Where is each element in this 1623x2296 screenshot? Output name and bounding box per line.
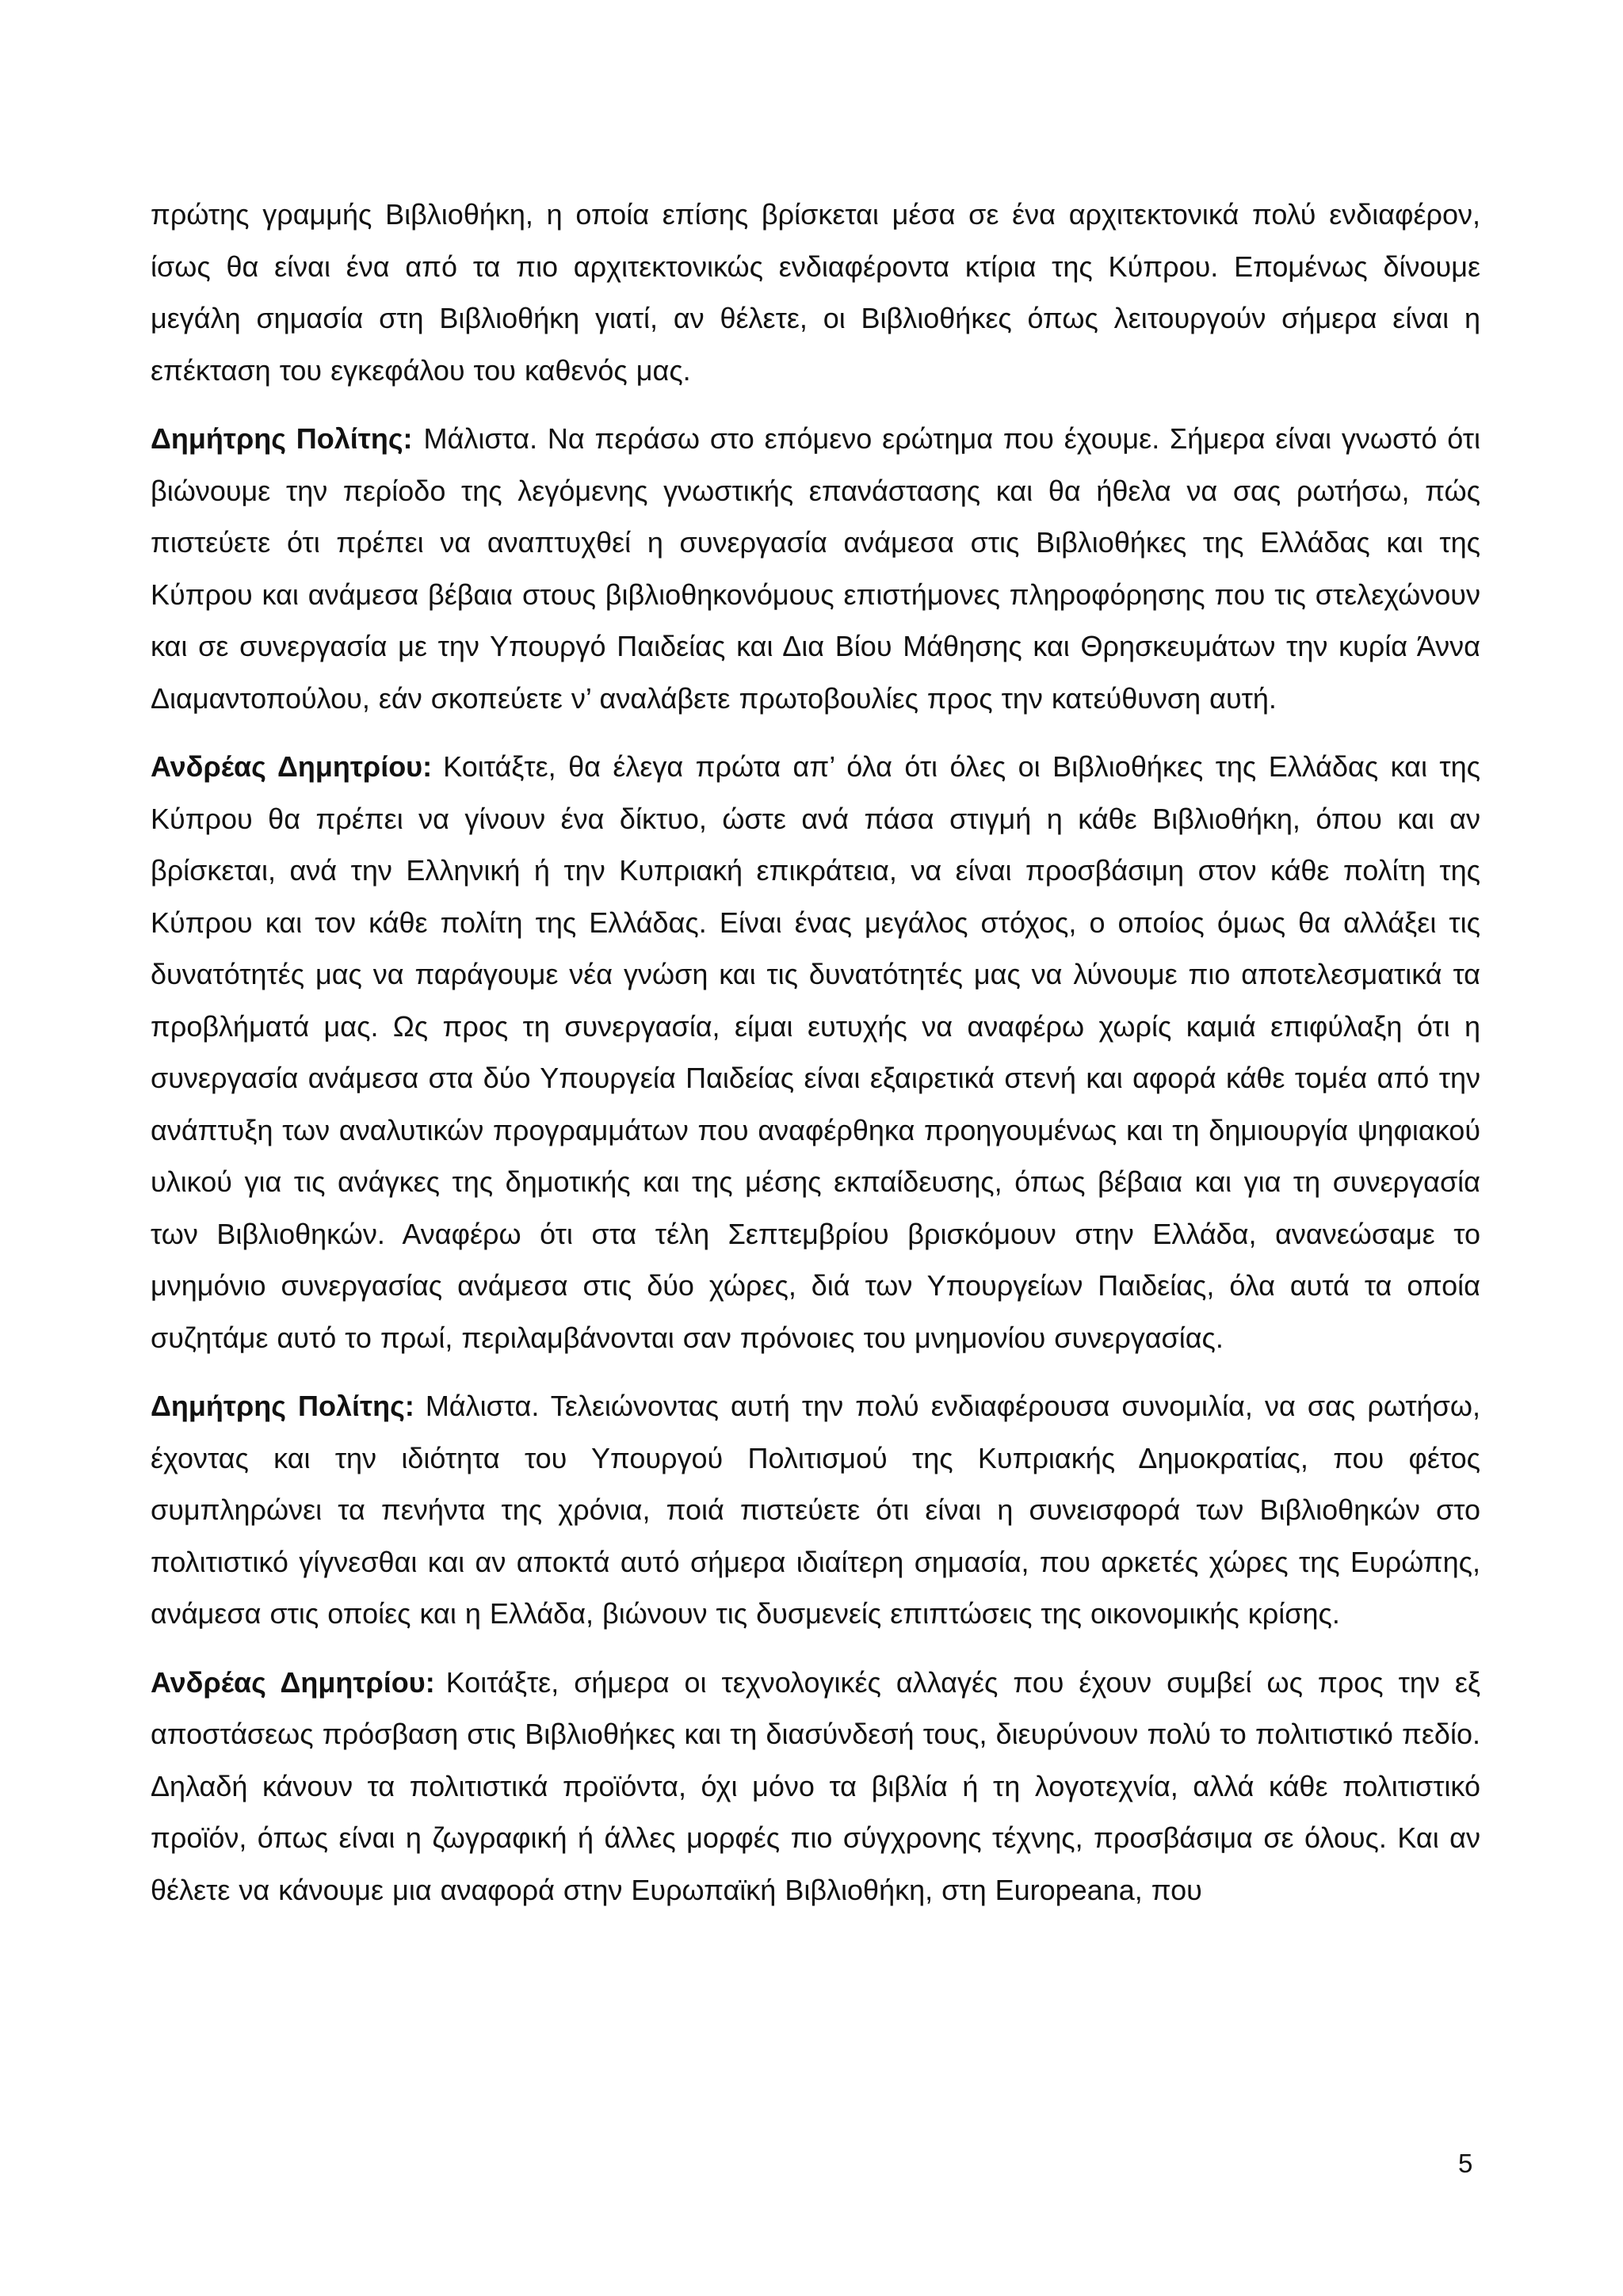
page-number: 5 <box>1458 2149 1473 2178</box>
paragraph-text: πρώτης γραμμής Βιβλιοθήκη, η οποία επίσης βρίσκεται μέσα σε ένα αρχιτεκτονικά πολύ ενδιαφέρον, ίσως θα είναι ένα από τα πιο αρχιτεκτονικώς ενδιαφέροντα κτίρια της Κύπρου. Επομένως δίνουμε μεγάλη σημασία στη Βιβλιοθήκη γιατί, αν θέλετε, οι Βιβλιοθήκες όπως λειτουργούν σήμερα είναι η επέκταση του εγκεφάλου του καθενός μας. <box>151 198 1480 387</box>
paragraph-1 <box>151 189 1480 396</box>
speaker-name: Ανδρέας Δημητρίου: <box>151 1665 435 1699</box>
paragraph-text: Μάλιστα. Να περάσω στο επόμενο ερώτημα που έχουμε. Σήμερα είναι γνωστό ότι βιώνουμε την περίοδο της λεγόμενης γνωστικής επανάστασης και θα ήθελα να σας ρωτήσω, πώς πιστεύετε ότι πρέπει να αναπτυχθεί η συνεργασία ανάμεσα στις Βιβλιοθήκες της Ελλάδας και της Κύπρου και ανάμεσα βέβαια στους βιβλιοθηκονόμους επιστήμονες πληροφόρησης που τις στελεχώνουν και σε συνεργασία με την Υπουργό Παιδείας και Δια Βίου Μάθησης και Θρησκευμάτων την κυρία Άννα Διαμαντοπούλου, εάν σκοπεύετε ν’ αναλάβετε πρωτοβουλίες προς την κατεύθυνση αυτή. <box>151 422 1480 715</box>
paragraph-text: Κοιτάξτε, σήμερα οι τεχνολογικές αλλαγές που έχουν συμβεί ως προς την εξ αποστάσεως πρόσβαση στις Βιβλιοθήκες και τη διασύνδεσή τους, διευρύνουν πολύ το πολιτιστικό πεδίο. Δηλαδή κάνουν τα πολιτιστικά προϊόντα, όχι μόνο τα βιβλία ή τη λογοτεχνία, αλλά κάθε πολιτιστικό προϊόν, όπως είναι η ζωγραφική ή άλλες μορφές πιο σύγχρονης τέχνης, προσβάσιμα σε όλους. Και αν θέλετε να κάνουμε μια αναφορά στην Ευρωπαϊκή Βιβλιοθήκη, στη Europeana, που <box>151 1665 1481 1906</box>
paragraph-text: Κοιτάξτε, θα έλεγα πρώτα απ’ όλα ότι όλες οι Βιβλιοθήκες της Ελλάδας και της Κύπρου θα πρέπει να γίνουν ένα δίκτυο, ώστε ανά πάσα στιγμή η κάθε Βιβλιοθήκη, όπου και αν βρίσκεται, ανά την Ελληνική ή την Κυπριακή επικράτεια, να είναι προσβάσιμη στον κάθε πολίτη της Κύπρου και τον κάθε πολίτη της Ελλάδας. Είναι ένας μεγάλος στόχος, ο οποίος όμως θα αλλάξει τις δυνατότητές μας να παράγουμε νέα γνώση και τις δυνατότητές μας να λύνουμε πιο αποτελεσματικά τα προβλήματά μας. Ως προς τη συνεργασία, είμαι ευτυχής να αναφέρω χωρίς καμιά επιφύλαξη ότι η συνεργασία ανάμεσα στα δύο Υπουργεία Παιδείας είναι εξαιρετικά στενή και αφορά κάθε τομέα από την ανάπτυξη των αναλυτικών προγραμμάτων που αναφέρθηκα προηγουμένως και τη δημιουργία ψηφιακού υλικού για τις ανάγκες της δημοτικής και της μέσης εκπαίδευσης, όπως βέβαια και για τη συνεργασία των Βιβλιοθηκών. Αναφέρω ότι στα τέλη Σεπτεμβρίου βρισκόμουν στην Ελλάδα, ανανεώσαμε το μνημόνιο συνεργασίας ανάμεσα στις δύο χώρες, διά των Υπουργείων Παιδείας, όλα αυτά τα οποία συζητάμε αυτό το πρωί, περιλαμβάνονται σαν πρόνοιες του μνημονίου συνεργασίας. <box>151 750 1481 1354</box>
paragraph-4 <box>151 1380 1480 1640</box>
speaker-name: Ανδρέας Δημητρίου: <box>151 750 433 783</box>
paragraph-2 <box>151 413 1480 724</box>
speaker-name: Δημήτρης Πολίτης: <box>151 422 413 455</box>
paragraph-text: Μάλιστα. Τελειώνοντας αυτή την πολύ ενδιαφέρουσα συνομιλία, να σας ρωτήσω, έχοντας και την ιδιότητα του Υπουργού Πολιτισμού της Κυπριακής Δημοκρατίας, που φέτος συμπληρώνει τα πενήντα της χρόνια, ποιά πιστεύετε ότι είναι η συνεισφορά των Βιβλιοθηκών στο πολιτιστικό γίγνεσθαι και αν αποκτά αυτό σήμερα ιδιαίτερη σημασία, που αρκετές χώρες της Ευρώπης, ανάμεσα στις οποίες και η Ελλάδα, βιώνουν τις δυσμενείς επιπτώσεις της οικονομικής κρίσης. <box>151 1390 1480 1630</box>
paragraph-5 <box>151 1657 1480 1917</box>
paragraph-3 <box>151 741 1480 1363</box>
speaker-name: Δημήτρης Πολίτης: <box>151 1390 414 1422</box>
document-body <box>151 189 1480 1932</box>
